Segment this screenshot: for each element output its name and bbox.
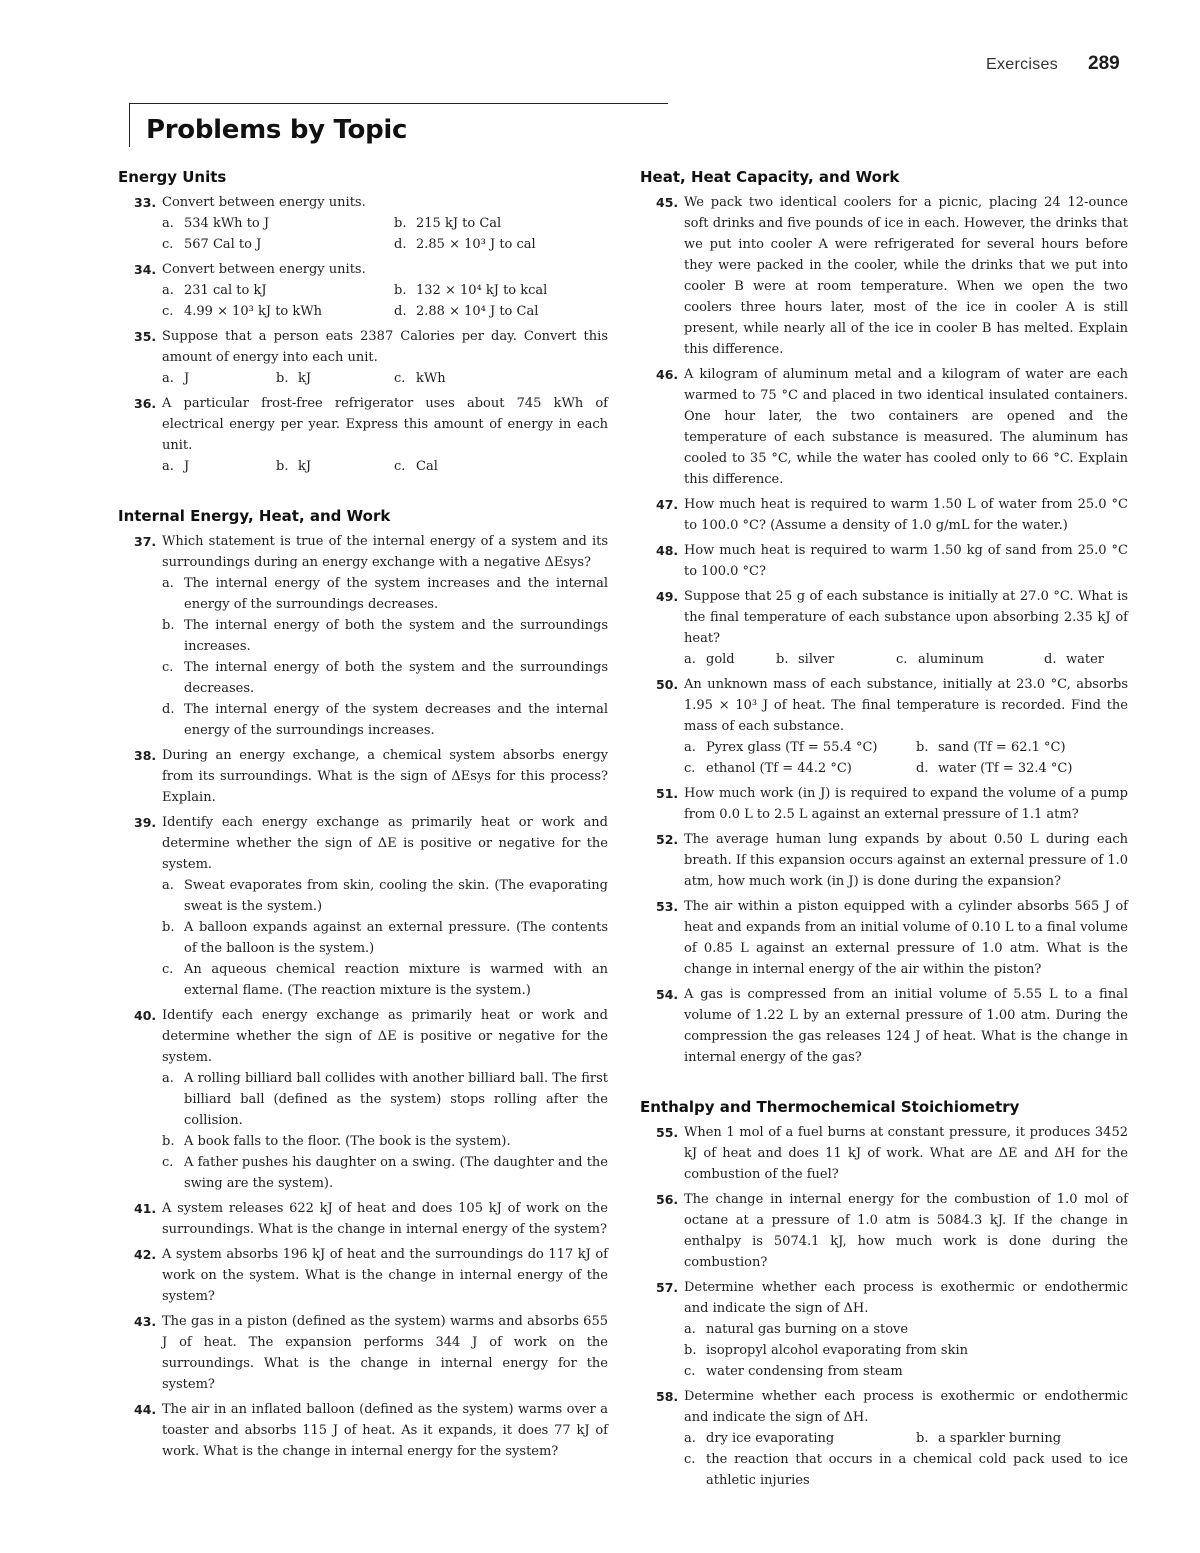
problem-number: 45.	[656, 195, 679, 210]
part-letter: d.	[162, 702, 175, 717]
problem-parts-grid	[162, 280, 608, 322]
problem-item	[640, 192, 1128, 360]
part-text: 2.85 × 10³ J to cal	[416, 237, 536, 252]
part-letter: b.	[394, 216, 407, 231]
problem-part	[276, 456, 394, 477]
problem-part	[684, 1449, 1128, 1491]
problem-part	[394, 368, 608, 389]
problem-text: The gas in a piston (defined as the system) warms and absorbs 655 J of heat. The expansion performs 344 J of work on the surroundings. What is the change in internal energy for the system?	[162, 1314, 608, 1392]
part-letter: b.	[916, 740, 929, 755]
problem-parts-grid	[684, 1428, 1128, 1449]
part-text: A father pushes his daughter on a swing. (The daughter and the swing are the system).	[184, 1155, 608, 1191]
problem-number: 42.	[134, 1247, 157, 1262]
part-letter: a.	[162, 283, 174, 298]
part-text: A rolling billiard ball collides with another billiard ball. The first billiard ball (defined as the system) stops rolling after the collision.	[184, 1071, 608, 1128]
part-text: The internal energy of both the system and the surroundings decreases.	[184, 660, 608, 696]
problem-item	[640, 674, 1128, 779]
part-letter: a.	[684, 740, 696, 755]
part-letter: c.	[162, 237, 174, 252]
part-letter: c.	[684, 1364, 696, 1379]
part-text: kJ	[298, 371, 312, 386]
problem-part	[162, 573, 608, 615]
problem-number: 57.	[656, 1280, 679, 1295]
problem-part	[896, 649, 1044, 670]
part-text: J	[184, 459, 190, 474]
part-text: 567 Cal to J	[184, 237, 262, 252]
part-letter: b.	[276, 459, 289, 474]
part-text: 4.99 × 10³ kJ to kWh	[184, 304, 323, 319]
problem-number: 36.	[134, 396, 157, 411]
problem-part	[684, 1361, 1128, 1382]
part-text: 215 kJ to Cal	[416, 216, 502, 231]
problem-part	[162, 959, 608, 1001]
problem-part	[394, 280, 608, 301]
problem-item	[640, 984, 1128, 1068]
section-heading: Internal Energy, Heat, and Work	[118, 507, 391, 525]
problem-part	[162, 280, 394, 301]
part-letter: c.	[684, 1452, 696, 1467]
problem-text: Identify each energy exchange as primarily heat or work and determine whether the sign of ΔE is positive or negative for the system.	[162, 1008, 608, 1065]
part-letter: a.	[162, 576, 174, 591]
part-letter: d.	[394, 304, 407, 319]
part-text: water (Tf = 32.4 °C)	[938, 761, 1073, 776]
problem-text: When 1 mol of a fuel burns at constant pressure, it produces 3452 kJ of heat and does 11 kJ of work. What are ΔE and ΔH for the combustion of the fuel?	[684, 1125, 1128, 1182]
problem-text: A kilogram of aluminum metal and a kilogram of water are each warmed to 75 °C and placed in two identical insulated containers. One hour later, the two containers are opened and the temperature of each substance is measured. The aluminum has cooled to 35 °C, while the water has cooled only to 66 °C. Explain this difference.	[684, 367, 1128, 487]
part-letter: a.	[162, 459, 174, 474]
part-letter: a.	[162, 371, 174, 386]
problem-part	[684, 1319, 1128, 1340]
problem-item	[118, 393, 608, 477]
problem-part	[916, 758, 1128, 779]
problem-item	[640, 829, 1128, 892]
part-text: The internal energy of the system decreases and the internal energy of the surroundings increases.	[184, 702, 608, 738]
problem-number: 38.	[134, 748, 157, 763]
part-text: The internal energy of the system increases and the internal energy of the surroundings decreases.	[184, 576, 608, 612]
problem-part	[684, 758, 916, 779]
problem-item	[640, 783, 1128, 825]
part-letter: b.	[162, 1134, 175, 1149]
problem-text: How much work (in J) is required to expand the volume of a pump from 0.0 L to 2.5 L against an external pressure of 1.1 atm?	[684, 786, 1128, 822]
problem-item	[118, 1244, 608, 1307]
problem-text: How much heat is required to warm 1.50 kg of sand from 25.0 °C to 100.0 °C?	[684, 543, 1128, 579]
part-letter: a.	[162, 878, 174, 893]
problem-part	[1044, 649, 1128, 670]
problem-number: 46.	[656, 367, 679, 382]
problem-number: 52.	[656, 832, 679, 847]
part-text: J	[184, 371, 190, 386]
part-letter: b.	[776, 652, 789, 667]
problem-parts-grid	[684, 737, 1128, 779]
problem-text: Convert between energy units.	[162, 195, 366, 210]
part-letter: c.	[684, 761, 696, 776]
problem-number: 40.	[134, 1008, 157, 1023]
part-letter: b.	[394, 283, 407, 298]
part-letter: c.	[394, 371, 406, 386]
problem-text: A system absorbs 196 kJ of heat and the surroundings do 117 kJ of work on the system. What is the change in internal energy of the system?	[162, 1247, 608, 1304]
part-letter: c.	[162, 660, 174, 675]
problem-text: The air within a piston equipped with a cylinder absorbs 565 J of heat and expands from an initial volume of 0.10 L to a final volume of 0.85 L against an external pressure of 1.0 atm. What is the change in internal energy of the air within the piston?	[684, 899, 1128, 977]
problem-number: 39.	[134, 815, 157, 830]
part-text: The internal energy of both the system and the surroundings increases.	[184, 618, 608, 654]
problem-text: The air in an inflated balloon (defined as the system) warms over a toaster and absorbs 115 J of heat. As it expands, it does 77 kJ of work. What is the change in internal energy for the system?	[162, 1402, 608, 1459]
problem-item	[118, 1399, 608, 1462]
problem-item	[118, 1005, 608, 1194]
part-text: 231 cal to kJ	[184, 283, 267, 298]
problem-item	[640, 1386, 1128, 1491]
part-letter: b.	[276, 371, 289, 386]
problem-part	[162, 917, 608, 959]
problem-parts-grid	[162, 213, 608, 255]
problem-part	[776, 649, 896, 670]
part-letter: a.	[684, 1322, 696, 1337]
part-letter: b.	[162, 920, 175, 935]
problem-item	[118, 1198, 608, 1240]
problem-number: 35.	[134, 329, 157, 344]
problem-item	[640, 586, 1128, 670]
problem-text: An unknown mass of each substance, initially at 23.0 °C, absorbs 1.95 × 10³ J of heat. The final temperature is recorded. Find the mass of each substance.	[684, 677, 1128, 734]
problem-number: 58.	[656, 1389, 679, 1404]
part-text: aluminum	[918, 652, 984, 667]
problem-number: 51.	[656, 786, 679, 801]
part-text: isopropyl alcohol evaporating from skin	[706, 1343, 968, 1358]
problem-text: Identify each energy exchange as primarily heat or work and determine whether the sign of ΔE is positive or negative for the system.	[162, 815, 608, 872]
problem-text: How much heat is required to warm 1.50 L of water from 25.0 °C to 100.0 °C? (Assume a density of 1.0 g/mL for the water.)	[684, 497, 1128, 533]
part-letter: a.	[684, 1431, 696, 1446]
part-letter: c.	[162, 962, 174, 977]
part-text: Pyrex glass (Tf = 55.4 °C)	[706, 740, 878, 755]
problem-number: 37.	[134, 534, 157, 549]
part-letter: b.	[684, 1343, 697, 1358]
problem-text: During an energy exchange, a chemical system absorbs energy from its surroundings. What is the sign of ΔEsys for this process? Explain.	[162, 748, 608, 805]
problem-item	[640, 896, 1128, 980]
problem-part	[162, 213, 394, 234]
problem-part	[162, 657, 608, 699]
problem-item	[118, 745, 608, 808]
problem-number: 33.	[134, 195, 157, 210]
problem-part	[684, 737, 916, 758]
part-text: natural gas burning on a stove	[706, 1322, 909, 1337]
part-text: ethanol (Tf = 44.2 °C)	[706, 761, 852, 776]
part-text: dry ice evaporating	[706, 1431, 835, 1446]
part-text: 2.88 × 10⁴ J to Cal	[416, 304, 539, 319]
problem-part	[394, 456, 608, 477]
part-text: A balloon expands against an external pressure. (The contents of the balloon is the system.)	[184, 920, 608, 956]
problem-part	[276, 368, 394, 389]
part-letter: b.	[916, 1431, 929, 1446]
problem-item	[640, 540, 1128, 582]
problem-text: Suppose that a person eats 2387 Calories per day. Convert this amount of energy into each unit.	[162, 329, 608, 365]
part-text: kJ	[298, 459, 312, 474]
left-column	[118, 168, 608, 1466]
part-letter: a.	[162, 1071, 174, 1086]
problem-number: 54.	[656, 987, 679, 1002]
problem-item	[640, 1122, 1128, 1185]
problem-item	[640, 364, 1128, 490]
page-title: Problems by Topic	[146, 115, 408, 145]
problem-part	[162, 699, 608, 741]
problem-text: The average human lung expands by about 0.50 L during each breath. If this expansion occurs against an external pressure of 1.0 atm, how much work (in J) is done during the expansion?	[684, 832, 1128, 889]
part-text: silver	[798, 652, 835, 667]
problem-text: Suppose that 25 g of each substance is initially at 27.0 °C. What is the final temperature of each substance upon absorbing 2.35 kJ of heat?	[684, 589, 1128, 646]
problem-part	[162, 368, 276, 389]
part-text: gold	[706, 652, 735, 667]
part-letter: c.	[896, 652, 908, 667]
part-text: A book falls to the floor. (The book is the system).	[184, 1134, 511, 1149]
part-text: water condensing from steam	[706, 1364, 903, 1379]
problem-part	[684, 1340, 1128, 1361]
problem-part	[916, 1428, 1128, 1449]
problem-text: A system releases 622 kJ of heat and does 105 kJ of work on the surroundings. What is the change in internal energy of the system?	[162, 1201, 608, 1237]
problem-part	[684, 1428, 916, 1449]
problem-item	[118, 531, 608, 741]
problem-item	[118, 259, 608, 322]
problem-part	[162, 1068, 608, 1131]
problem-item	[640, 1277, 1128, 1382]
part-text: Cal	[416, 459, 438, 474]
part-letter: b.	[162, 618, 175, 633]
problem-number: 56.	[656, 1192, 679, 1207]
problem-part	[916, 737, 1128, 758]
part-letter: c.	[394, 459, 406, 474]
running-header-label: Exercises	[986, 56, 1059, 73]
part-text: sand (Tf = 62.1 °C)	[938, 740, 1066, 755]
problem-part	[162, 1152, 608, 1194]
part-letter: d.	[394, 237, 407, 252]
problem-part	[394, 213, 608, 234]
part-text: 132 × 10⁴ kJ to kcal	[416, 283, 548, 298]
part-text: 534 kWh to J	[184, 216, 270, 231]
problem-text: Determine whether each process is exothermic or endothermic and indicate the sign of ΔH.	[684, 1280, 1128, 1316]
problem-text: The change in internal energy for the combustion of 1.0 mol of octane at a pressure of 1.0 atm is 5084.3 kJ. If the change in enthalpy is 5074.1 kJ, how much work is done during the combustion?	[684, 1192, 1128, 1270]
part-letter: a.	[684, 652, 696, 667]
problem-part	[162, 456, 276, 477]
part-text: water	[1066, 652, 1105, 667]
problem-text: Which statement is true of the internal energy of a system and its surroundings during an energy exchange with a negative ΔEsys?	[162, 534, 608, 570]
problem-parts-grid	[684, 649, 1128, 670]
problem-item	[118, 326, 608, 389]
problem-text: Convert between energy units.	[162, 262, 366, 277]
problem-parts-grid	[162, 456, 608, 477]
right-column	[640, 168, 1128, 1495]
section-heading: Energy Units	[118, 168, 227, 186]
problem-part	[162, 1131, 608, 1152]
problem-number: 34.	[134, 262, 157, 277]
problem-number: 50.	[656, 677, 679, 692]
part-letter: c.	[162, 304, 174, 319]
page-number: 289	[1088, 53, 1120, 74]
part-letter: a.	[162, 216, 174, 231]
problem-item	[118, 812, 608, 1001]
section-heading: Enthalpy and Thermochemical Stoichiometry	[640, 1098, 1020, 1116]
section-heading: Heat, Heat Capacity, and Work	[640, 168, 900, 186]
part-text: An aqueous chemical reaction mixture is warmed with an external flame. (The reaction mixture is the system.)	[184, 962, 608, 998]
problem-part	[394, 301, 608, 322]
part-text: a sparkler burning	[938, 1431, 1062, 1446]
problem-number: 48.	[656, 543, 679, 558]
problem-part	[162, 615, 608, 657]
part-text: kWh	[416, 371, 446, 386]
problem-text: A particular frost-free refrigerator uses about 745 kWh of electrical energy per year. Express this amount of energy in each unit.	[162, 396, 608, 453]
part-letter: d.	[916, 761, 929, 776]
problem-item	[640, 494, 1128, 536]
problem-part	[162, 234, 394, 255]
problem-part	[684, 649, 776, 670]
problem-text: A gas is compressed from an initial volume of 5.55 L to a final volume of 1.22 L by an external pressure of 1.00 atm. During the compression the gas releases 124 J of heat. What is the change in internal energy of the gas?	[684, 987, 1128, 1065]
problem-number: 55.	[656, 1125, 679, 1140]
title-frame-rule	[130, 103, 668, 104]
problem-number: 41.	[134, 1201, 157, 1216]
problem-part	[394, 234, 608, 255]
part-text: Sweat evaporates from skin, cooling the skin. (The evaporating sweat is the system.)	[184, 878, 608, 914]
problem-part	[162, 301, 394, 322]
problem-number: 47.	[656, 497, 679, 512]
problem-item	[118, 1311, 608, 1395]
problem-item	[640, 1189, 1128, 1273]
problem-parts-grid	[162, 368, 608, 389]
title-frame-rule-vertical	[129, 103, 130, 147]
part-text: the reaction that occurs in a chemical cold pack used to ice athletic injuries	[706, 1452, 1128, 1488]
problem-number: 43.	[134, 1314, 157, 1329]
problem-text: We pack two identical coolers for a picnic, placing 24 12-ounce soft drinks and five pounds of ice in each. However, the drinks that we put into cooler A were refrigerated for several hours before they were packed in the cooler, while the drinks that we put into cooler B were at room temperature. When we open the two coolers three hours later, most of the ice in cooler A is still present, while nearly all of the ice in cooler B has melted. Explain this difference.	[684, 195, 1128, 357]
part-letter: d.	[1044, 652, 1057, 667]
problem-number: 53.	[656, 899, 679, 914]
part-letter: c.	[162, 1155, 174, 1170]
problem-text: Determine whether each process is exothermic or endothermic and indicate the sign of ΔH.	[684, 1389, 1128, 1425]
problem-item	[118, 192, 608, 255]
problem-part	[162, 875, 608, 917]
problem-number: 44.	[134, 1402, 157, 1417]
problem-number: 49.	[656, 589, 679, 604]
